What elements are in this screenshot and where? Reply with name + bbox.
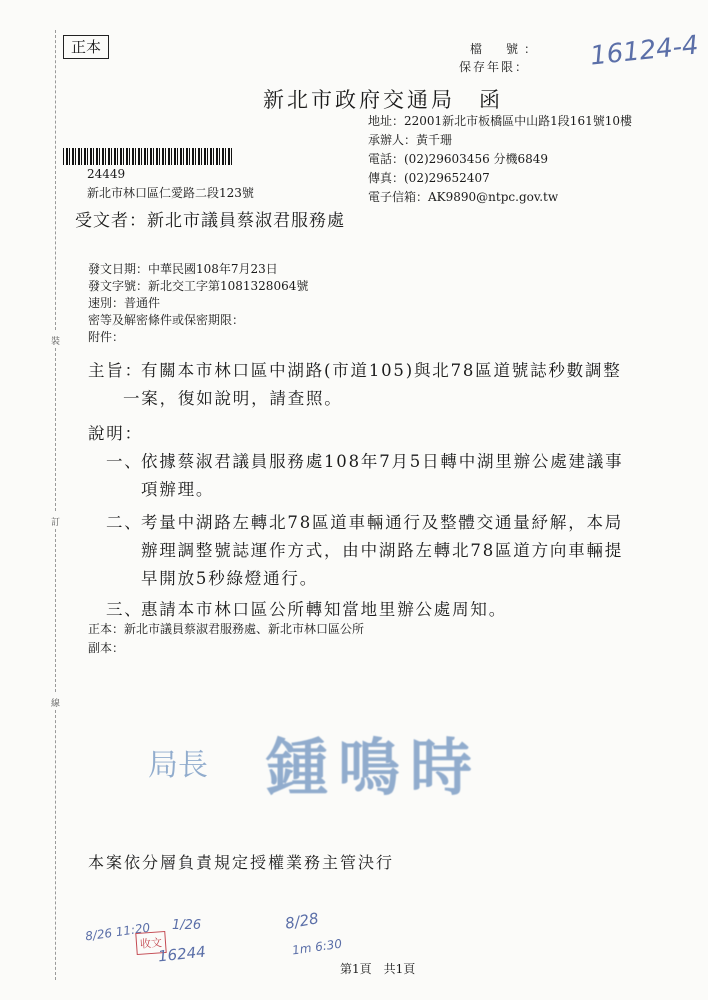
explanation-label: 說明： — [88, 424, 143, 443]
explanation-item-1-line-1: 依據蔡淑君議員服務處108年7月5日轉中湖里辦公處建議事 — [141, 452, 624, 471]
retention-label: 保存年限： — [459, 60, 530, 74]
file-number-label: 檔 號： — [470, 42, 543, 56]
recipient: 受文者：新北市議員蔡淑君服務處 — [75, 211, 345, 231]
security-level: 密等及解密條件或保密期限： — [88, 313, 245, 327]
document-title: 新北市政府交通局 函 — [263, 88, 503, 112]
copy-recipients: 副本： — [88, 641, 125, 655]
explanation-item-2-line-2: 辦理調整號誌運作方式，由中湖路左轉北78區道方向車輛提 — [141, 541, 624, 560]
subject-label: 主旨： — [88, 361, 143, 380]
subject-line-1: 有關本市林口區中湖路(市道105)與北78區道號誌秒數調整 — [141, 361, 622, 380]
binding-line-middle — [55, 348, 57, 511]
sender-contact — [368, 112, 632, 207]
binding-line-bottom — [55, 710, 57, 980]
handwritten-number: 16244 — [157, 942, 207, 966]
handwritten-file-number: 16124-4 — [588, 30, 700, 72]
seal-title: 局長 — [148, 748, 208, 783]
explanation-item-number: 三、 — [106, 600, 143, 619]
explanation-item-3-line-1: 惠請本市林口區公所轉知當地里辦公處周知。 — [141, 600, 507, 619]
original-recipients: 正本：新北市議員蔡淑君服務處、新北市林口區公所 — [88, 622, 365, 636]
attachments: 附件： — [88, 330, 125, 344]
receipt-stamp: 收文 — [135, 931, 166, 955]
fax: 傳真：(02)29652407 — [368, 171, 490, 185]
email: 電子信箱：AK9890@ntpc.gov.tw — [368, 190, 559, 204]
page-footer: 第1頁 共1頁 — [340, 962, 416, 976]
explanation-item-number: 二、 — [106, 513, 143, 532]
handwritten-signoff-time: 1m 6:30 — [291, 936, 343, 958]
postal-code: 24449 — [87, 167, 126, 181]
delegation-note: 本案依分層負責規定授權業務主管決行 — [88, 853, 395, 872]
binding-mark-ding: 訂 — [51, 518, 61, 528]
handwritten-date: 1/26 — [172, 918, 202, 933]
handwritten-signoff-date: 8/28 — [283, 909, 320, 933]
speed: 速別：普通件 — [88, 296, 161, 310]
binding-line-top — [55, 30, 57, 330]
phone: 電話：(02)29603456 分機6849 — [368, 152, 549, 166]
seal-name: 鍾鳴時 — [266, 731, 483, 804]
copy-type-box: 正本 — [63, 35, 109, 59]
explanation-item-number: 一、 — [106, 452, 143, 471]
document-number: 發文字號：新北交工字第1081328064號 — [88, 279, 309, 293]
binding-line-lower — [55, 529, 57, 692]
explanation-item-2-line-3: 早開放5秒綠燈通行。 — [141, 569, 318, 588]
binding-mark-zhuang: 裝 — [51, 337, 61, 347]
explanation-item-1-line-2: 項辦理。 — [141, 480, 215, 499]
recipient-address: 新北市林口區仁愛路二段123號 — [87, 186, 254, 200]
handwritten-receipt-date: 8/26 11:20 — [84, 920, 151, 944]
subject-line-2: 一案，復如說明，請查照。 — [123, 389, 343, 408]
sender-address: 地址：22001新北市板橋區中山路1段161號10樓 — [368, 114, 632, 128]
document-info — [88, 261, 308, 346]
contact-person: 承辦人：黃千珊 — [368, 133, 453, 147]
issue-date: 發文日期：中華民國108年7月23日 — [88, 262, 278, 276]
barcode — [63, 148, 233, 165]
explanation-item-2-line-1: 考量中湖路左轉北78區道車輛通行及整體交通量紓解，本局 — [141, 513, 624, 532]
binding-mark-xian: 線 — [51, 699, 61, 709]
